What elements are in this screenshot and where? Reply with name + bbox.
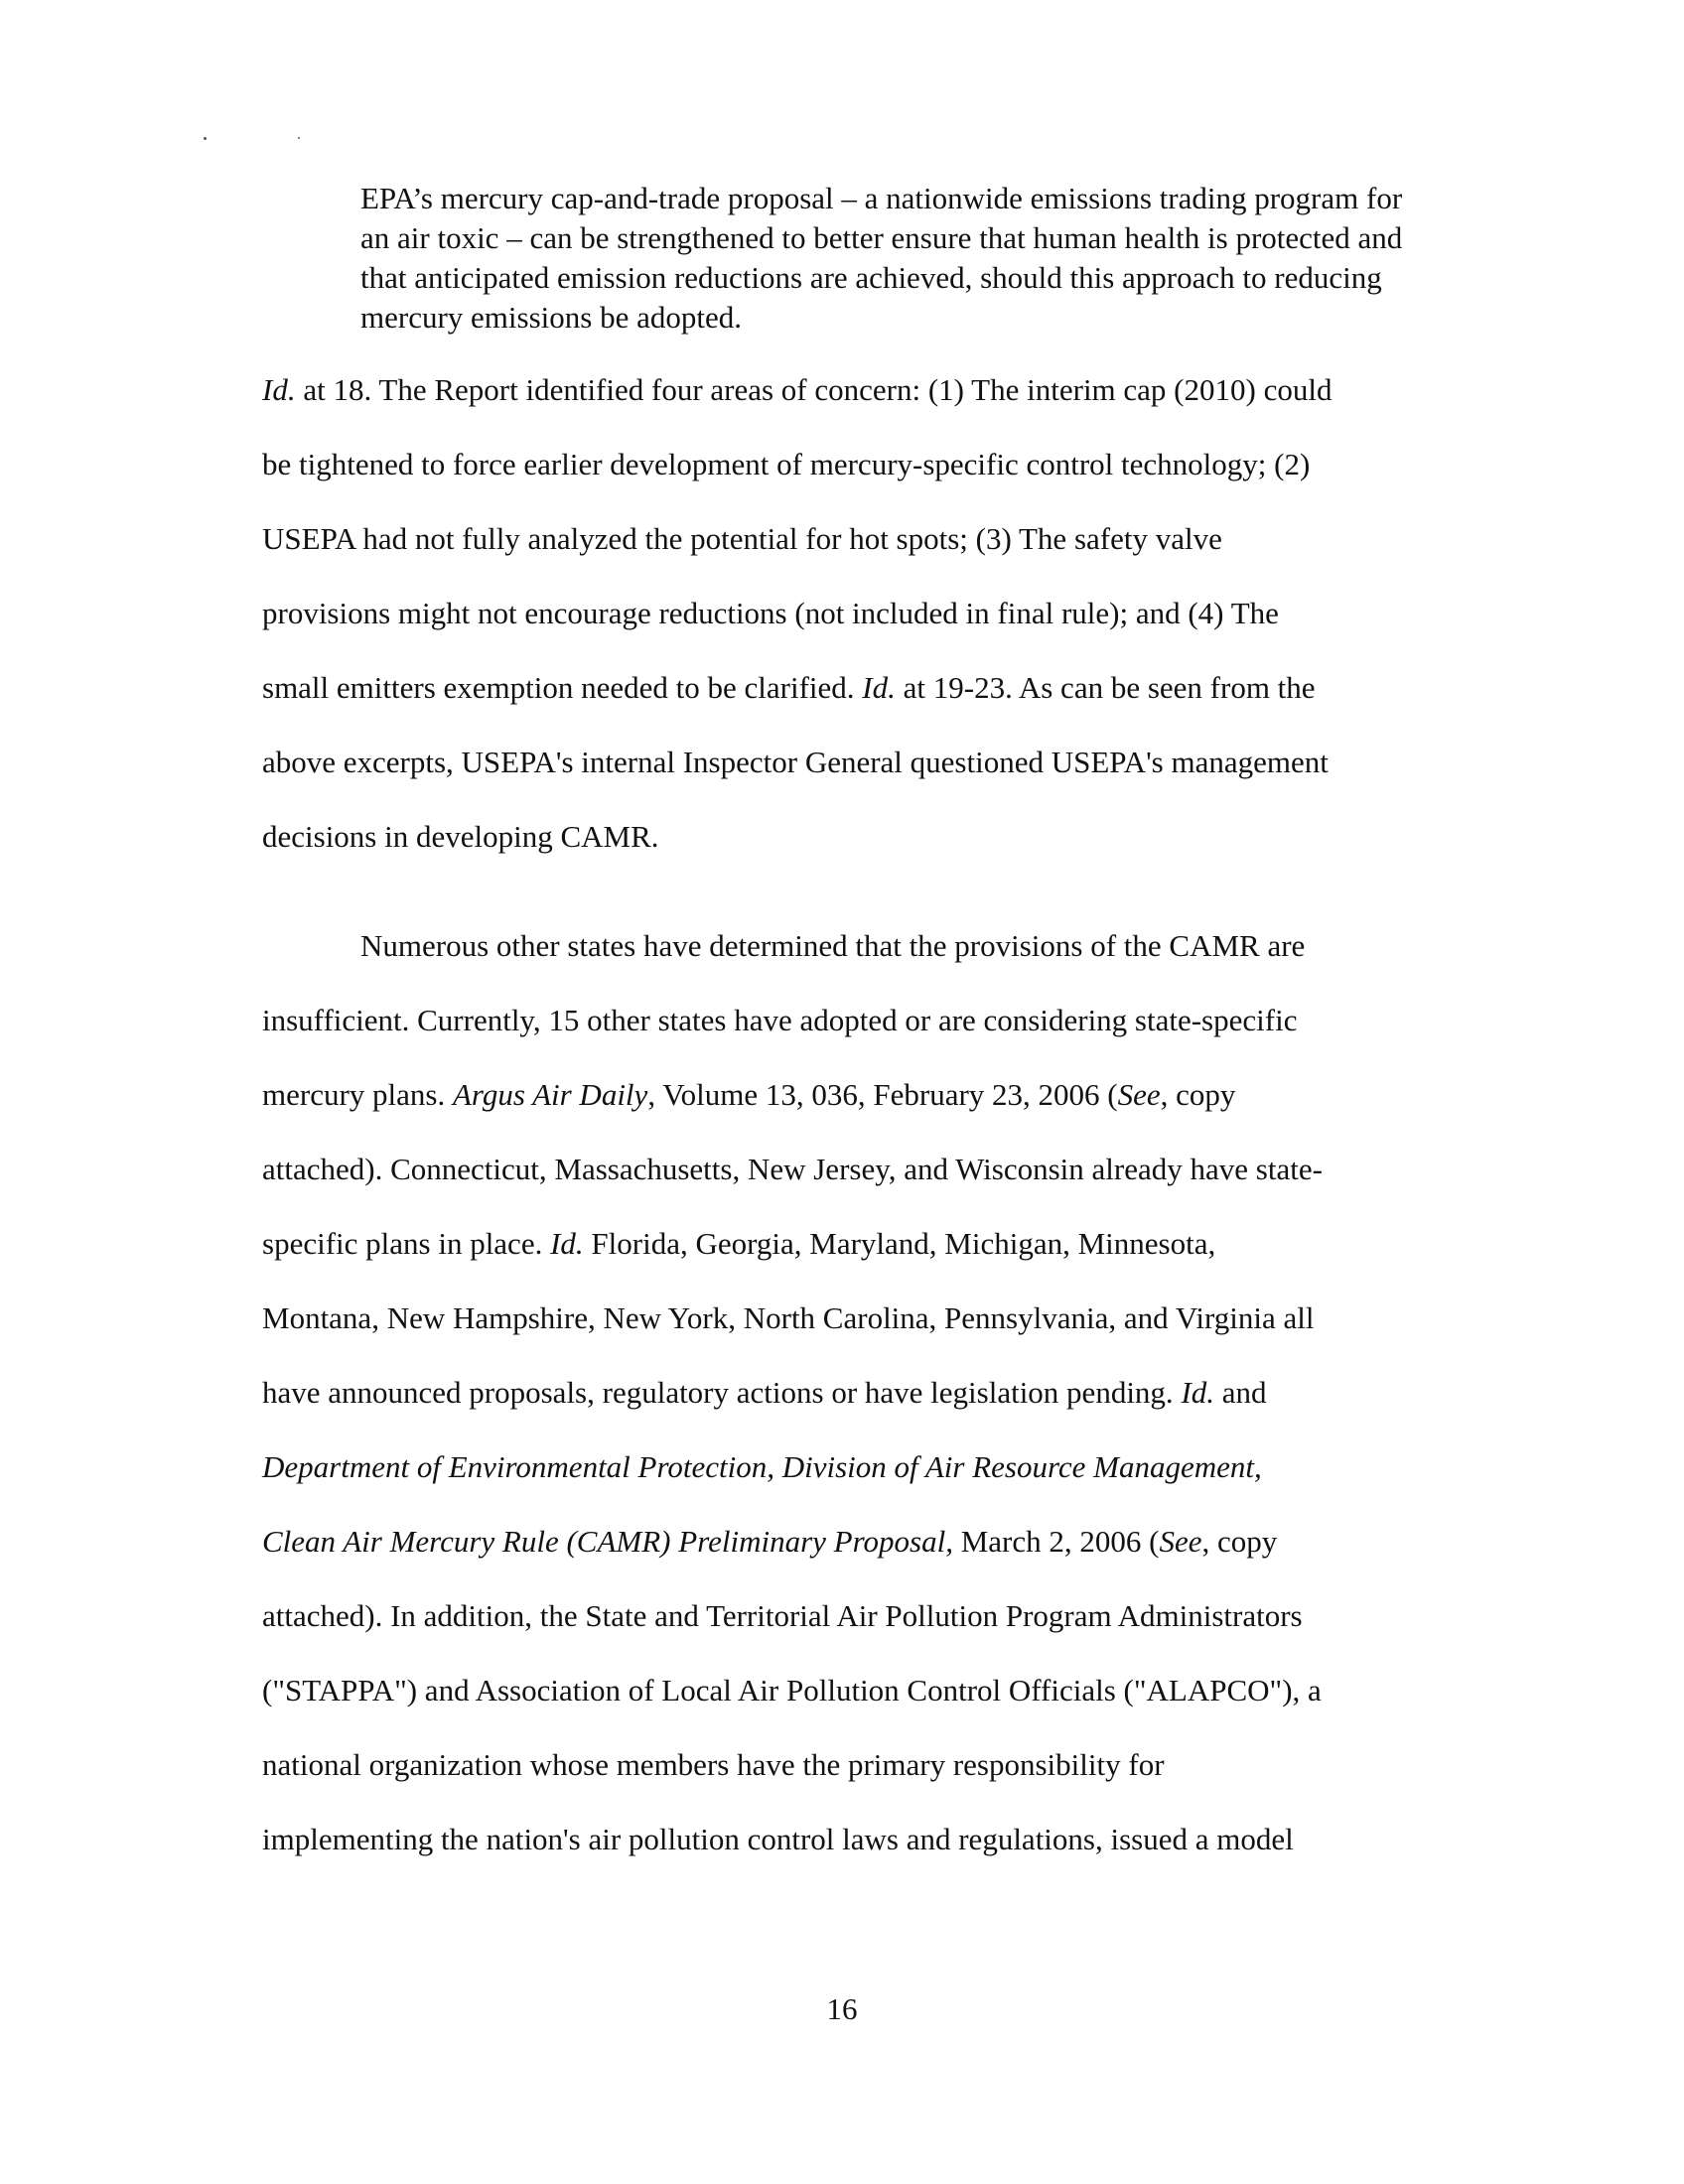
citation-id: Id.: [550, 1226, 584, 1261]
text-line: [262, 1449, 1262, 1485]
text-line: USEPA had not fully analyzed the potential for hot spots; (3) The safety valve: [262, 521, 1222, 556]
text-line: insufficient. Currently, 15 other states have adopted or are considering state-specific: [262, 1003, 1298, 1037]
agency-title: Department of Environmental Protection, Division of Air Resource Management,: [262, 1449, 1262, 1484]
text-line: attached). Connecticut, Massachusetts, New Jersey, and Wisconsin already have state-: [262, 1152, 1323, 1186]
page-number: 16: [826, 1991, 858, 2026]
text-line: Montana, New Hampshire, New York, North Carolina, Pennsylvania, and Virginia all: [262, 1300, 1315, 1335]
see-signal: See: [1117, 1077, 1161, 1112]
text-line: be tightened to force earlier development of mercury-specific control technology; (2): [262, 447, 1311, 481]
text-span: Florida, Georgia, Maryland, Michigan, Minnesota,: [583, 1226, 1216, 1261]
text-line: [262, 670, 1316, 706]
text-line: [262, 1375, 1267, 1411]
text-span: specific plans in place.: [262, 1226, 551, 1261]
text-line: [262, 1226, 1215, 1262]
text-line: ("STAPPA") and Association of Local Air Pollution Control Officials ("ALAPCO"), a: [262, 1673, 1322, 1707]
text-line: Numerous other states have determined that the provisions of the CAMR are: [360, 928, 1306, 963]
text-line: [262, 372, 1332, 408]
see-signal: See: [1159, 1524, 1202, 1559]
publication-title: Argus Air Daily: [452, 1077, 648, 1112]
text-span: , Volume 13, 036, February 23, 2006 (: [647, 1077, 1118, 1112]
text-span: at 19-23. As can be seen from the: [895, 670, 1316, 705]
quote-line: an air toxic – can be strengthened to better ensure that human health is protected and: [360, 220, 1403, 255]
citation-id: Id.: [862, 670, 896, 705]
text-line: attached). In addition, the State and Territorial Air Pollution Program Administrators: [262, 1598, 1303, 1633]
text-span: , copy: [1201, 1524, 1278, 1559]
text-line: provisions might not encourage reductions (not included in final rule); and (4) The: [262, 596, 1279, 630]
text-line: [262, 1524, 1277, 1560]
text-span: mercury plans.: [262, 1077, 453, 1112]
citation-id: Id.: [1181, 1375, 1215, 1410]
text-span: March 2, 2006 (: [952, 1524, 1160, 1559]
proposal-title: Clean Air Mercury Rule (CAMR) Preliminary Proposal,: [262, 1524, 953, 1559]
text-span: at 18. The Report identified four areas of concern: (1) The interim cap (2010) could: [295, 372, 1333, 407]
scan-speck: [298, 137, 300, 139]
text-line: implementing the nation's air pollution control laws and regulations, issued a model: [262, 1822, 1294, 1856]
block-quote: [360, 179, 1492, 338]
text-span: have announced proposals, regulatory actions or have legislation pending.: [262, 1375, 1182, 1410]
scan-speck: [204, 137, 207, 140]
text-line: [262, 1077, 1235, 1113]
text-line: national organization whose members have the primary responsibility for: [262, 1747, 1165, 1782]
text-span: small emitters exemption needed to be clarified.: [262, 670, 863, 705]
text-line: decisions in developing CAMR.: [262, 819, 659, 854]
text-span: , copy: [1160, 1077, 1236, 1112]
text-span: and: [1214, 1375, 1267, 1410]
quote-line: mercury emissions be adopted.: [360, 300, 742, 335]
citation-id: Id.: [262, 372, 296, 407]
text-line: above excerpts, USEPA's internal Inspector General questioned USEPA's management: [262, 745, 1329, 779]
quote-line: EPA’s mercury cap-and-trade proposal – a nationwide emissions trading program for: [360, 181, 1403, 215]
quote-line: that anticipated emission reductions are achieved, should this approach to reducing: [360, 260, 1382, 295]
